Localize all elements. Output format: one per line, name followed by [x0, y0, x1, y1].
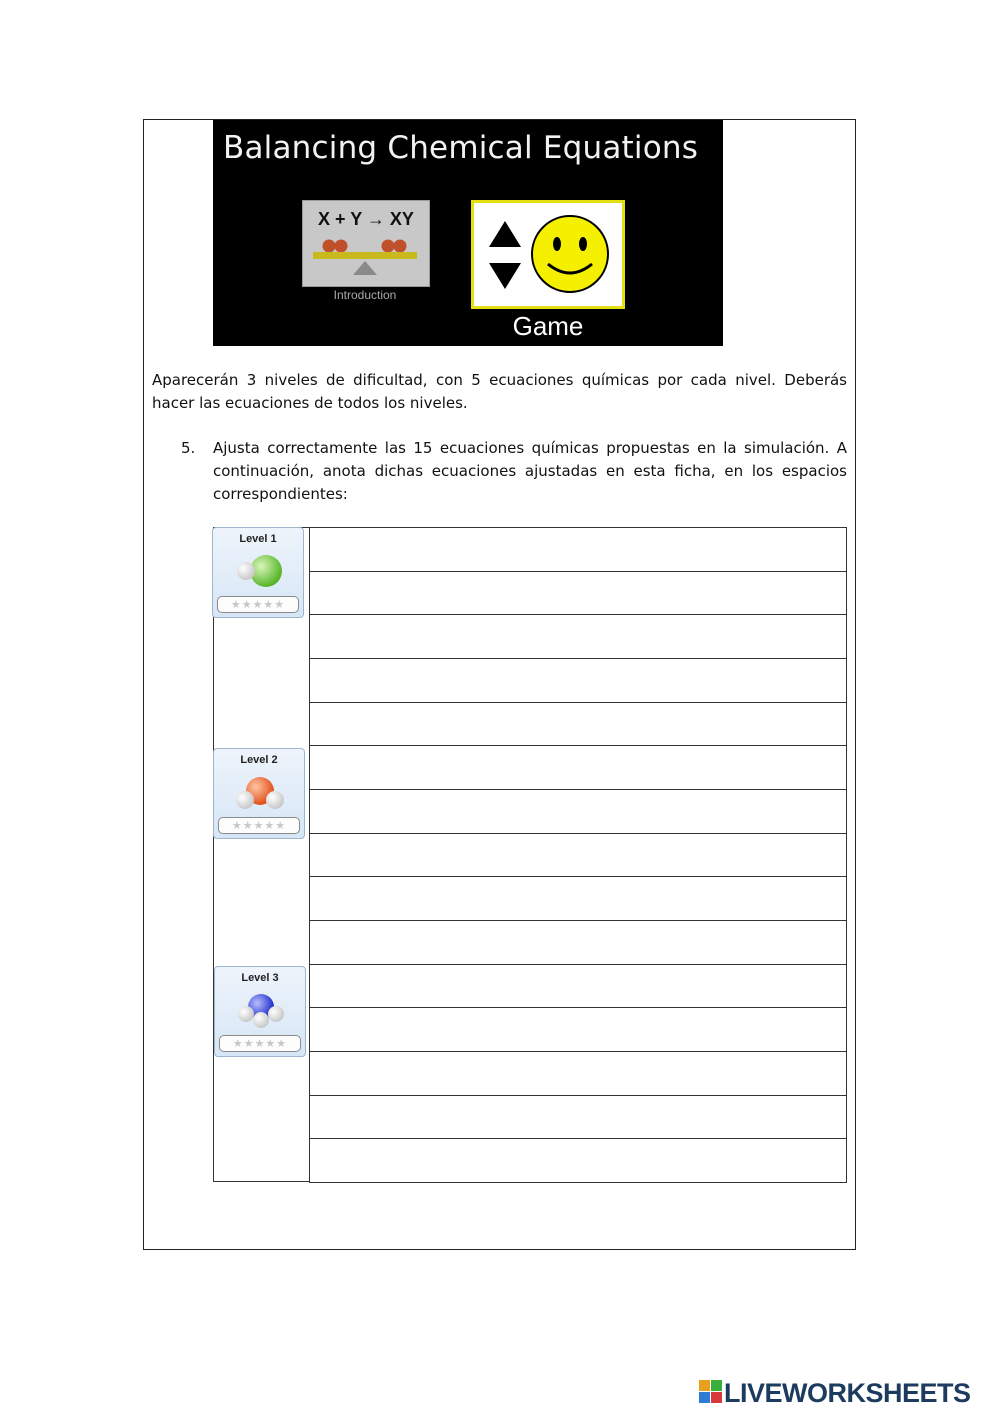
molecule-icon: [214, 771, 306, 821]
answer-lines: [309, 527, 847, 1182]
answer-line[interactable]: [309, 920, 847, 965]
answer-line[interactable]: [309, 527, 847, 572]
item-text: Ajusta correctamente las 15 ecuaciones químicas propuestas en la simulación. A continuación, anota dichas ecuaciones ajustadas en esta ficha, en los espacios correspondientes:: [213, 439, 847, 503]
arrows-icon: [486, 219, 526, 299]
answer-line[interactable]: [309, 789, 847, 834]
answer-line[interactable]: [309, 876, 847, 921]
answer-line[interactable]: [309, 833, 847, 878]
level-card-2: [213, 748, 305, 839]
molecule-icon: [213, 550, 305, 600]
answer-line[interactable]: [309, 614, 847, 659]
answer-line[interactable]: [309, 745, 847, 790]
item-number: 5.: [181, 439, 196, 457]
logo-icon: [699, 1380, 723, 1406]
answer-line[interactable]: [309, 1095, 847, 1140]
level-card-1: [212, 527, 304, 618]
molecule-icon: [215, 989, 307, 1039]
simulation-banner: [213, 120, 723, 346]
answer-line[interactable]: [309, 702, 847, 747]
balance-scale-icon: [303, 201, 429, 286]
game-label: Game: [512, 311, 584, 341]
answer-line[interactable]: [309, 571, 847, 616]
levels-column: [213, 527, 310, 1182]
level-label: Level 3: [241, 972, 279, 984]
level-card-3: [214, 966, 306, 1057]
smiley-icon: [528, 212, 612, 296]
introduction-tile: [302, 200, 430, 287]
intro-equation: X + Y → XY: [318, 209, 414, 229]
instructions-paragraph: Aparecerán 3 niveles de dificultad, con 5 ecuaciones químicas por cada nivel. Deberás hacer las ecuaciones de todos los niveles.: [152, 371, 847, 412]
logo-text: LIVEWORKSHEETS: [724, 1378, 971, 1408]
answer-line[interactable]: [309, 1138, 847, 1183]
game-tile: [471, 200, 625, 309]
level-label: Level 1: [239, 533, 277, 545]
level-label: Level 2: [240, 754, 278, 766]
answer-line[interactable]: [309, 1007, 847, 1052]
banner-title: Balancing Chemical Equations: [223, 130, 699, 166]
answer-line[interactable]: [309, 1051, 847, 1096]
star-rating: ★★★★★: [217, 596, 299, 613]
answer-line[interactable]: [309, 964, 847, 1009]
star-rating: ★★★★★: [219, 1035, 301, 1052]
star-rating: ★★★★★: [218, 817, 300, 834]
answer-line[interactable]: [309, 658, 847, 703]
intro-label: Introduction: [333, 288, 397, 302]
